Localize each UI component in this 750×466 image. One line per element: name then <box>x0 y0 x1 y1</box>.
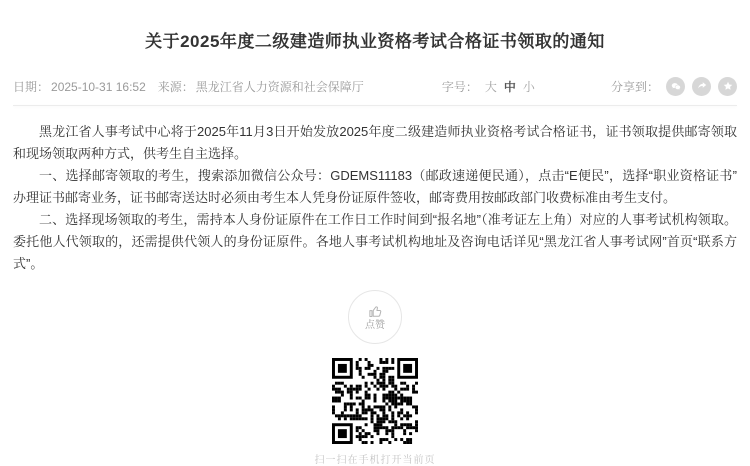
notice-body <box>13 121 737 275</box>
source-label: 来源： <box>157 79 194 94</box>
wechat-icon[interactable] <box>666 77 685 96</box>
qr-code-image <box>332 358 418 444</box>
like-label: 点赞 <box>365 319 385 331</box>
share-arrow-icon[interactable] <box>692 77 711 96</box>
like-section <box>13 290 737 344</box>
paragraph-onsite-pickup: 二、选择现场领取的考生，需持本人身份证原件在工作日工作时间到“报名地”（准考证左上角）对应的人事考试机构领取。委托他人代领取的，还需提供代领人的身份证原件。各地人事考试机构地址及咨询电话详见“黑龙江省人事考试网”首页“联系方式”。 <box>13 212 737 271</box>
thumbs-up-icon <box>368 304 383 319</box>
fontsize-label: 字号： <box>441 79 478 94</box>
date-label: 日期： <box>13 79 50 94</box>
paragraph-intro: 黑龙江省人事考试中心将于2025年11月3日开始发放2025年度二级建造师执业资格考试合格证书，证书领取提供邮寄领取和现场领取两种方式，供考生自主选择。 <box>13 124 737 161</box>
page-title: 关于2025年度二级建造师执业资格考试合格证书领取的通知 <box>145 32 605 51</box>
date-value: 2025-10-31 16:52 <box>51 79 146 94</box>
fontsize-small[interactable]: 小 <box>522 79 535 94</box>
star-icon[interactable] <box>718 77 737 96</box>
fontsize-large[interactable]: 大 <box>484 79 497 94</box>
paragraph-mail-pickup: 一、选择邮寄领取的考生，搜索添加微信公众号：GDEMS11183（邮政速递便民通），点击“E便民”，选择“职业资格证书”办理证书邮寄业务，证书邮寄送达时必须由考生本人凭身份证原件签收，邮寄费用按邮政部门收费标准由考生支付。 <box>13 168 737 205</box>
meta-date-source <box>13 78 366 95</box>
share-bar <box>611 77 737 96</box>
fontsize-medium[interactable]: 中 <box>503 79 516 94</box>
header-divider <box>13 105 737 106</box>
source-value: 黑龙江省人力资源和社会保障厅 <box>195 79 364 94</box>
fontsize-switcher <box>442 78 535 95</box>
qr-section <box>13 358 737 466</box>
qr-caption: 扫一扫在手机打开当前页 <box>314 455 436 466</box>
like-button[interactable] <box>348 290 402 344</box>
share-label: 分享到： <box>610 79 659 94</box>
meta-row <box>13 76 737 96</box>
